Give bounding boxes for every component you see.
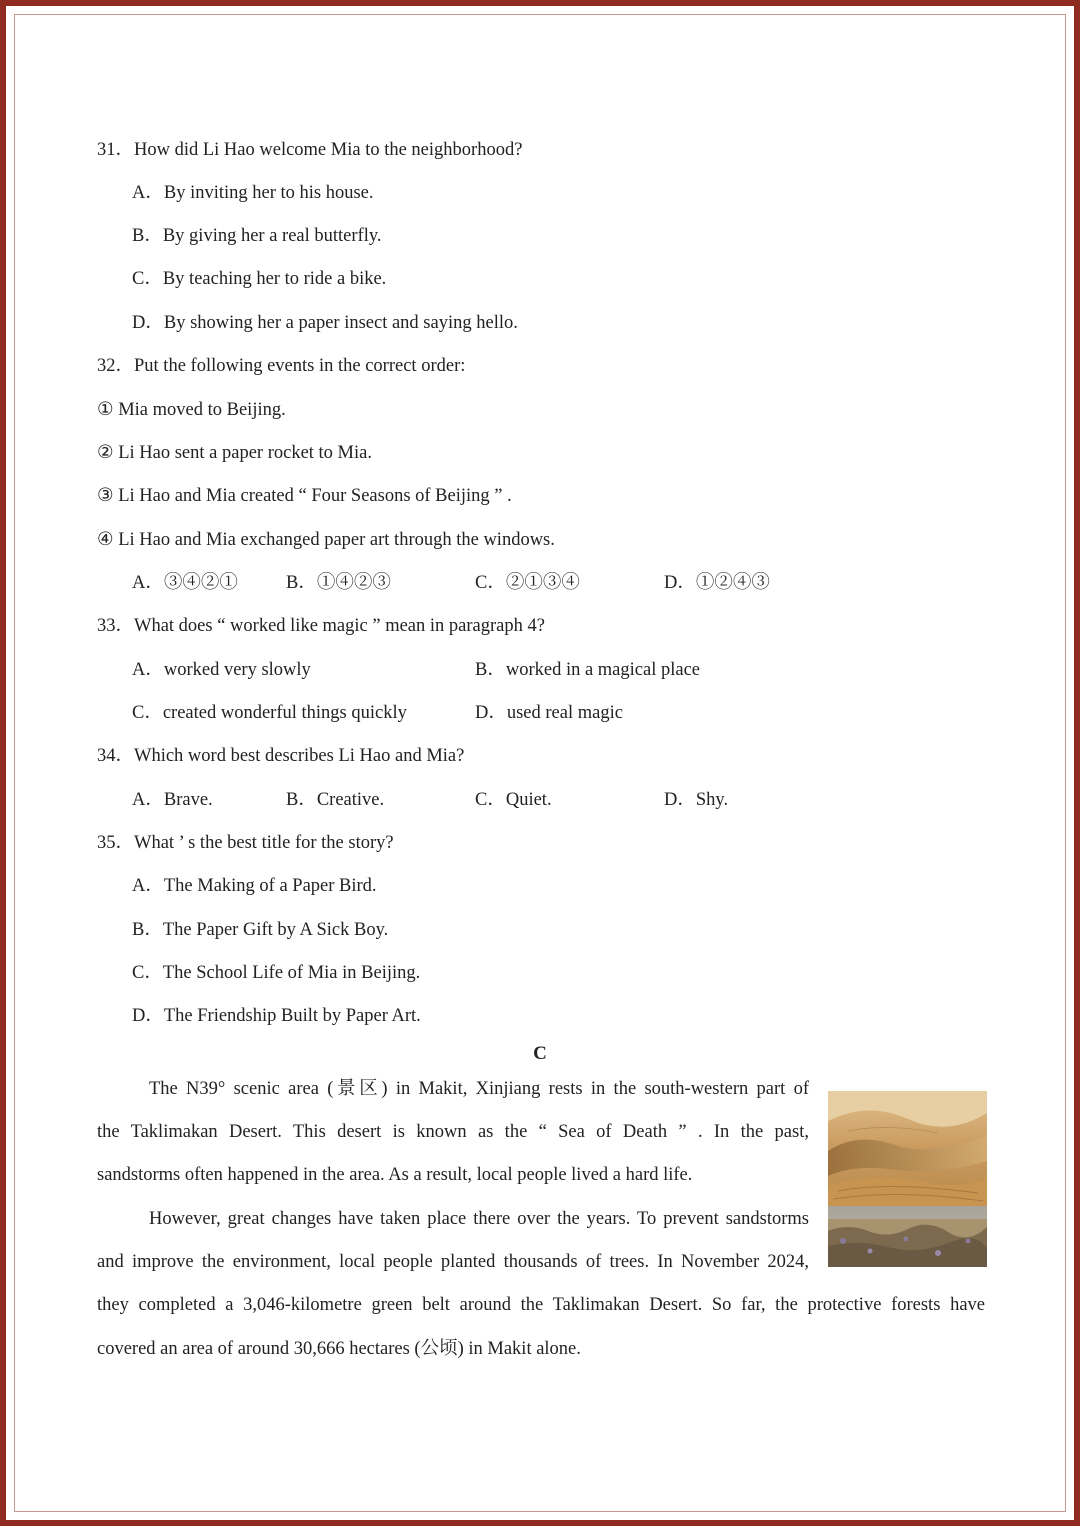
q35-option-c: C．The School Life of Mia in Beijing.: [132, 963, 421, 983]
q32-event-3: ③ Li Hao and Mia created “ Four Seasons of Beijing ” .: [97, 486, 512, 506]
q34-option-b: B．Creative.: [286, 790, 385, 810]
section-c-p2-line4: covered an area of around 30,666 hectares (公顷) in Makit alone.: [97, 1339, 581, 1359]
q31-stem: 31．How did Li Hao welcome Mia to the neighborhood?: [97, 140, 523, 160]
section-c-p1-line1: The N39° scenic area (景区) in Makit, Xinjiang rests in the south-western part of: [149, 1079, 809, 1099]
section-c-p2-line1: However, great changes have taken place there over the years. To prevent sandstorms: [149, 1209, 809, 1229]
q35-option-d: D．The Friendship Built by Paper Art.: [132, 1006, 421, 1026]
q32-option-b: B．①④②③: [286, 573, 391, 593]
section-c-p1-line3: sandstorms often happened in the area. As a result, local people lived a hard life.: [97, 1165, 693, 1185]
q34-option-c: C．Quiet.: [475, 790, 552, 810]
q32-event-4: ④ Li Hao and Mia exchanged paper art through the windows.: [97, 530, 555, 550]
q35-stem: 35．What ’ s the best title for the story?: [97, 833, 394, 853]
q32-event-1: ① Mia moved to Beijing.: [97, 400, 286, 420]
q34-option-a: A．Brave.: [132, 790, 213, 810]
q33-option-b: B．worked in a magical place: [475, 660, 700, 680]
q31-option-d: D．By showing her a paper insect and saying hello.: [132, 313, 518, 333]
q32-option-d: D．①②④③: [664, 573, 770, 593]
q31-option-c: C．By teaching her to ride a bike.: [132, 269, 387, 289]
q32-event-2: ② Li Hao sent a paper rocket to Mia.: [97, 443, 372, 463]
section-c-p1-line2: the Taklimakan Desert. This desert is known as the “ Sea of Death ” . In the past,: [97, 1122, 809, 1142]
q33-option-d: D．used real magic: [475, 703, 623, 723]
q34-option-d: D．Shy.: [664, 790, 729, 810]
section-c-p2-line2: and improve the environment, local people planted thousands of trees. In November 2024,: [97, 1252, 809, 1272]
q35-option-a: A．The Making of a Paper Bird.: [132, 876, 377, 896]
desert-photo: [828, 1091, 987, 1267]
q31-option-b: B．By giving her a real butterfly.: [132, 226, 382, 246]
q33-option-a: A．worked very slowly: [132, 660, 311, 680]
q35-option-b: B．The Paper Gift by A Sick Boy.: [132, 920, 389, 940]
section-c-p2-line3: they completed a 3,046-kilometre green belt around the Taklimakan Desert. So far, the protective forests have: [97, 1295, 985, 1315]
q31-option-a: A．By inviting her to his house.: [132, 183, 374, 203]
q33-stem: 33．What does “ worked like magic ” mean in paragraph 4?: [97, 616, 545, 636]
q32-option-c: C．②①③④: [475, 573, 580, 593]
q34-stem: 34．Which word best describes Li Hao and Mia?: [97, 746, 465, 766]
section-c-heading: C: [533, 1043, 547, 1064]
q32-option-a: A．③④②①: [132, 573, 238, 593]
q33-option-c: C．created wonderful things quickly: [132, 703, 407, 723]
q32-stem: 32．Put the following events in the correct order:: [97, 356, 466, 376]
